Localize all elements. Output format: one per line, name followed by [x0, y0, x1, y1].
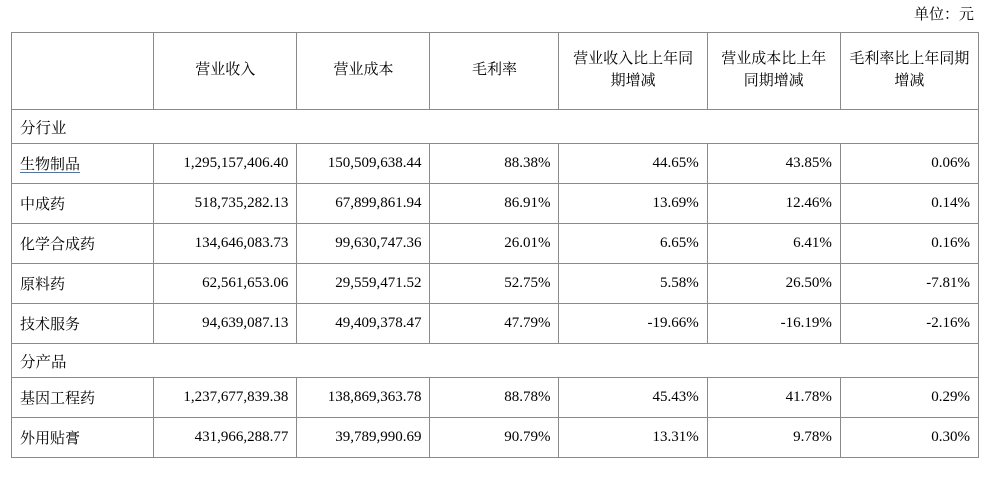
- cell-cost-change: 12.46%: [707, 184, 840, 224]
- cell-gross-margin: 47.79%: [430, 304, 559, 344]
- cell-revenue: 62,561,653.06: [154, 264, 297, 304]
- table-row: [12, 304, 979, 344]
- cell-cost: 99,630,747.36: [297, 224, 430, 264]
- cell-revenue: 134,646,083.73: [154, 224, 297, 264]
- cell-margin-change: 0.30%: [840, 418, 978, 458]
- header-cell-cost: 营业成本: [297, 33, 430, 110]
- row-label: 化学合成药: [12, 224, 154, 264]
- cell-revenue-change: 5.58%: [559, 264, 707, 304]
- cell-cost: 49,409,378.47: [297, 304, 430, 344]
- cell-revenue-change: 45.43%: [559, 378, 707, 418]
- cell-cost-change: 41.78%: [707, 378, 840, 418]
- header-cell-revenue: 营业收入: [154, 33, 297, 110]
- section-title: 分产品: [12, 344, 979, 378]
- header-cell-cost-change: 营业成本比上年同期增减: [707, 33, 840, 110]
- cell-revenue: 1,295,157,406.40: [154, 144, 297, 184]
- row-label-text[interactable]: 生物制品: [20, 157, 81, 173]
- table-row: [12, 418, 979, 458]
- cell-cost: 29,559,471.52: [297, 264, 430, 304]
- cell-cost: 138,869,363.78: [297, 378, 430, 418]
- cell-revenue-change: 13.69%: [559, 184, 707, 224]
- cell-margin-change: -7.81%: [840, 264, 978, 304]
- unit-note: 单位：元: [913, 7, 974, 23]
- cell-margin-change: 0.16%: [840, 224, 978, 264]
- section-title: 分行业: [12, 110, 979, 144]
- row-label: 技术服务: [12, 304, 154, 344]
- cell-cost: 39,789,990.69: [297, 418, 430, 458]
- table-row: [12, 224, 979, 264]
- cell-cost-change: 9.78%: [707, 418, 840, 458]
- cell-margin-change: 0.14%: [840, 184, 978, 224]
- cell-revenue: 431,966,288.77: [154, 418, 297, 458]
- cell-revenue-change: 44.65%: [559, 144, 707, 184]
- table-row: [12, 184, 979, 224]
- table-header: [12, 33, 979, 110]
- cell-cost-change: -16.19%: [707, 304, 840, 344]
- cell-gross-margin: 52.75%: [430, 264, 559, 304]
- table-body: [12, 110, 979, 458]
- cell-margin-change: -2.16%: [840, 304, 978, 344]
- header-row: [12, 33, 979, 110]
- cell-revenue: 94,639,087.13: [154, 304, 297, 344]
- header-cell-blank: [12, 33, 154, 110]
- cell-revenue: 1,237,677,839.38: [154, 378, 297, 418]
- cell-revenue-change: 6.65%: [559, 224, 707, 264]
- row-label: 原料药: [12, 264, 154, 304]
- cell-cost: 67,899,861.94: [297, 184, 430, 224]
- table-row: [12, 378, 979, 418]
- row-label: 中成药: [12, 184, 154, 224]
- cell-gross-margin: 88.38%: [430, 144, 559, 184]
- header-cell-margin-change: 毛利率比上年同期增减: [840, 33, 978, 110]
- cell-cost-change: 6.41%: [707, 224, 840, 264]
- header-cell-gross-margin: 毛利率: [430, 33, 559, 110]
- cell-cost-change: 26.50%: [707, 264, 840, 304]
- cell-cost-change: 43.85%: [707, 144, 840, 184]
- cell-revenue: 518,735,282.13: [154, 184, 297, 224]
- cell-gross-margin: 26.01%: [430, 224, 559, 264]
- table-row: [12, 264, 979, 304]
- header-cell-revenue-change: 营业收入比上年同期增减: [559, 33, 707, 110]
- row-label: 基因工程药: [12, 378, 154, 418]
- cell-margin-change: 0.06%: [840, 144, 978, 184]
- cell-gross-margin: 88.78%: [430, 378, 559, 418]
- cell-gross-margin: 90.79%: [430, 418, 559, 458]
- cell-gross-margin: 86.91%: [430, 184, 559, 224]
- financial-table: [11, 32, 979, 458]
- section-row: [12, 344, 979, 378]
- row-label: 外用贴膏: [12, 418, 154, 458]
- cell-cost: 150,509,638.44: [297, 144, 430, 184]
- cell-margin-change: 0.29%: [840, 378, 978, 418]
- table-row: [12, 144, 979, 184]
- section-row: [12, 110, 979, 144]
- row-label: [12, 144, 154, 184]
- cell-revenue-change: 13.31%: [559, 418, 707, 458]
- cell-revenue-change: -19.66%: [559, 304, 707, 344]
